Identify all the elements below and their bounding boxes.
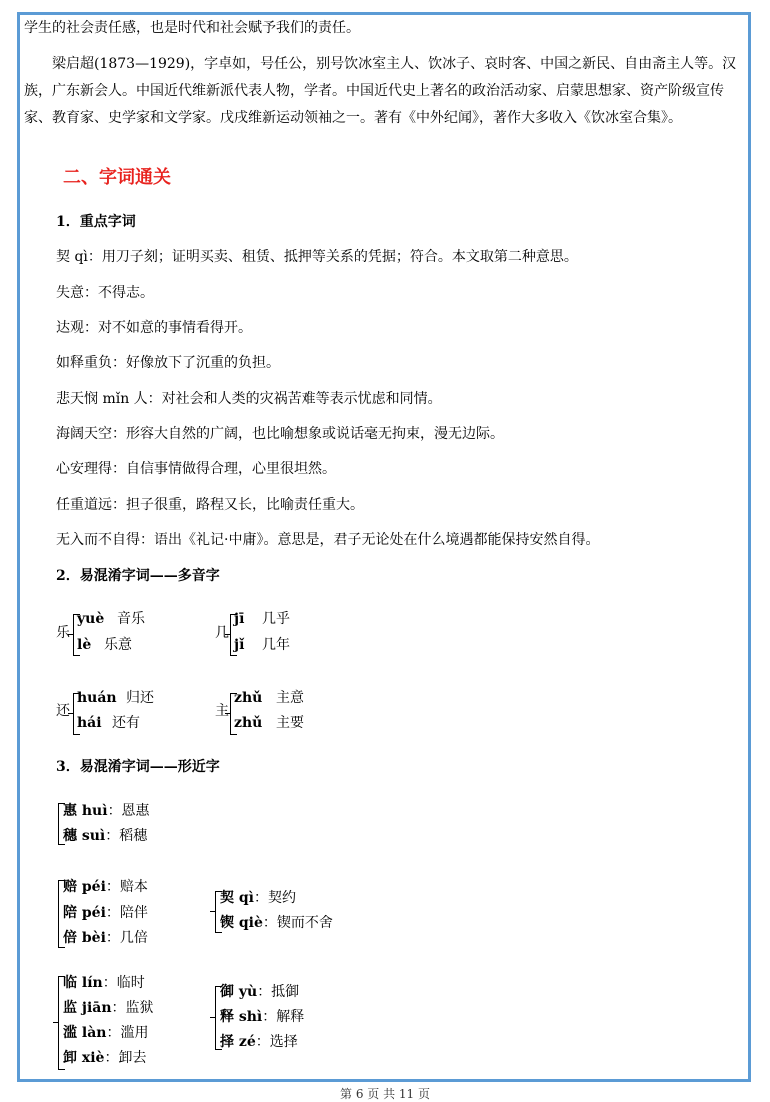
keyword-item xyxy=(56,318,252,338)
word: ：稻穗 xyxy=(105,828,148,844)
polyphone-char: 主 xyxy=(215,703,229,719)
keyword-item xyxy=(56,495,364,515)
keyword-def: ：对社会和人类的灾祸苦难等表示忧虑和同情。 xyxy=(147,391,442,407)
word: ：陪伴 xyxy=(105,905,148,921)
keyword-def: ：好像放下了沉重的负担。 xyxy=(112,355,280,371)
part1-heading: 1．重点字词 xyxy=(56,214,136,230)
word: 几年 xyxy=(262,637,290,653)
word: ：锲而不舍 xyxy=(262,915,333,931)
keyword-term: 达观 xyxy=(56,320,84,336)
char-pinyin: 惠 huì xyxy=(63,803,108,819)
keyword-term: 悲天悯 mǐn 人 xyxy=(56,391,148,407)
word: 乐意 xyxy=(104,637,132,653)
word: ：临时 xyxy=(102,975,145,991)
keyword-item xyxy=(56,283,154,303)
part3-heading: 3．易混淆字词——形近字 xyxy=(56,759,220,775)
char-pinyin: 御 yù xyxy=(220,984,258,1000)
keyword-def: ：语出《礼记·中庸》。意思是，君子无论处在什么境遇都能保持安然自得。 xyxy=(140,532,600,548)
similar-char-row xyxy=(220,1007,304,1027)
similar-char-row xyxy=(63,1048,146,1068)
similar-char-row xyxy=(63,928,148,948)
keyword-item xyxy=(56,247,578,267)
char-pinyin: 锲 qiè xyxy=(220,915,263,931)
similar-char-row xyxy=(63,903,148,923)
char-pinyin: 卸 xiè xyxy=(63,1050,105,1066)
char-pinyin: 陪 péi xyxy=(63,905,106,921)
similar-char-row xyxy=(220,888,296,908)
pinyin: huán xyxy=(77,690,117,706)
keyword-def: ：担子很重，路程又长，比喻责任重大。 xyxy=(112,497,364,513)
pinyin: zhǔ xyxy=(234,715,263,731)
similar-char-row xyxy=(63,826,147,846)
pinyin: yuè xyxy=(77,611,105,627)
keyword-def: ：用刀子刻；证明买卖、租赁、抵押等关系的凭据；符合。本文取第二种意思。 xyxy=(87,249,578,265)
word: 归还 xyxy=(126,690,154,706)
keyword-term: 无入而不自得 xyxy=(56,532,140,548)
keyword-term: 海阔天空 xyxy=(56,426,112,442)
pinyin: jī xyxy=(234,611,245,627)
keyword-def: ：形容大自然的广阔，也比喻想象或说话毫无拘束，漫无边际。 xyxy=(112,426,504,442)
intro-line: 学生的社会责任感，也是时代和社会赋予我们的责任。 xyxy=(24,20,360,36)
keyword-item xyxy=(56,459,336,479)
char-pinyin: 穗 suì xyxy=(63,828,106,844)
keyword-def: ：不得志。 xyxy=(84,285,154,301)
char-pinyin: 赔 péi xyxy=(63,879,106,895)
similar-char-row xyxy=(63,801,150,821)
char-pinyin: 监 jiān xyxy=(63,1000,112,1016)
part2-heading: 2．易混淆字词——多音字 xyxy=(56,568,220,584)
similar-char-row xyxy=(220,913,333,933)
similar-char-row xyxy=(220,1032,298,1052)
char-pinyin: 释 shì xyxy=(220,1009,263,1025)
word: ：选择 xyxy=(255,1034,298,1050)
similar-char-row xyxy=(63,973,145,993)
page-number-footer: 第 6 页 共 11 页 xyxy=(340,1087,430,1101)
keyword-term: 如释重负 xyxy=(56,355,112,371)
polyphone-char: 几 xyxy=(215,625,229,641)
pinyin: jǐ xyxy=(234,637,245,653)
char-pinyin: 倍 bèi xyxy=(63,930,106,946)
word: 还有 xyxy=(112,715,140,731)
pinyin: lè xyxy=(77,637,92,653)
word: 主意 xyxy=(276,690,304,706)
word: 主要 xyxy=(276,715,304,731)
keyword-term: 契 qì xyxy=(56,249,88,265)
keyword-def: ：自信事情做得合理，心里很坦然。 xyxy=(112,461,336,477)
word: ：契约 xyxy=(253,890,296,906)
keyword-item xyxy=(56,389,442,409)
section-title: 二、字词通关 xyxy=(63,167,171,188)
polyphone-char: 乐 xyxy=(56,625,70,641)
similar-char-row xyxy=(63,998,154,1018)
word: ：解释 xyxy=(262,1009,305,1025)
bio-paragraph: 梁启超(1873—1929)，字卓如，号任公，别号饮冰室主人、饮冰子、哀时客、中国之新民、自由斋主人等。汉族，广东新会人。中国近代维新派代表人物，学者。中国近代史上著名的政治活动家、启蒙思想家、资产阶级宣传家、教育家、史学家和文学家。戊戌维新运动领袖之一。著有《中外纪闻》，著作大多收入《饮冰室合集》。 xyxy=(24,56,737,126)
keyword-item xyxy=(56,530,599,550)
word: ：恩惠 xyxy=(107,803,150,819)
similar-char-row xyxy=(63,877,148,897)
char-pinyin: 契 qì xyxy=(220,890,254,906)
word: ：赔本 xyxy=(105,879,148,895)
keyword-def: ：对不如意的事情看得开。 xyxy=(84,320,252,336)
word: ：监狱 xyxy=(111,1000,154,1016)
polyphone-char: 还 xyxy=(56,703,70,719)
pinyin: hái xyxy=(77,715,102,731)
keyword-item xyxy=(56,353,280,373)
similar-char-row xyxy=(220,982,299,1002)
pinyin: zhǔ xyxy=(234,690,263,706)
word: 几乎 xyxy=(262,611,290,627)
keyword-term: 任重道远 xyxy=(56,497,112,513)
char-pinyin: 临 lín xyxy=(63,975,103,991)
char-pinyin: 滥 làn xyxy=(63,1025,107,1041)
word: ：几倍 xyxy=(105,930,148,946)
char-pinyin: 择 zé xyxy=(220,1034,256,1050)
similar-char-row xyxy=(63,1023,148,1043)
word: ：滥用 xyxy=(106,1025,149,1041)
word: 音乐 xyxy=(117,611,145,627)
word: ：抵御 xyxy=(257,984,300,1000)
word: ：卸去 xyxy=(104,1050,147,1066)
keyword-term: 心安理得 xyxy=(56,461,112,477)
keyword-term: 失意 xyxy=(56,285,84,301)
keyword-item xyxy=(56,424,504,444)
